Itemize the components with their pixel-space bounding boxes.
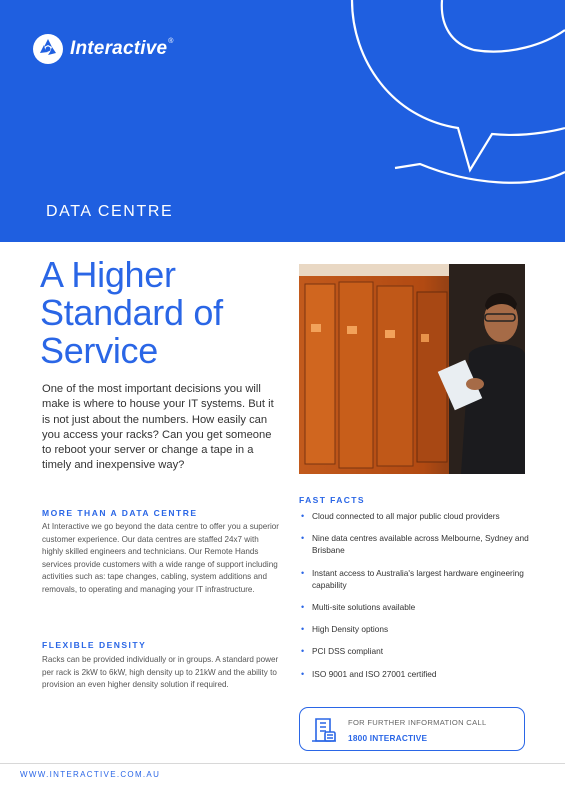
fact-text: Cloud connected to all major public cloud providers: [312, 511, 500, 521]
fact-text: Nine data centres available across Melbourne, Sydney and Brisbane: [312, 533, 529, 556]
list-item: [299, 567, 529, 591]
bullet-icon: •: [301, 668, 305, 679]
footer-website-link[interactable]: WWW.INTERACTIVE.COM.AU: [20, 770, 161, 779]
list-item: [299, 532, 529, 556]
section-body-more-than: At Interactive we go beyond the data centre to offer you a superior customer experience. Our data centres are staffed 24x7 with highly skilled engineers and technicians. Our Remote Hands services provide customers with a wide range of support including activities such as: tape changes, cabling, system additions and removals, to operating and managing your IT infrastructure.: [42, 522, 279, 594]
intro-paragraph: One of the most important decisions you will make is where to house your IT systems. But it is not just about the numbers. How easily can you access your racks? Can you get someone to reboot your server or change a tape in a timely and inexpensive way?: [42, 383, 274, 472]
logo-mark-icon: [32, 33, 64, 65]
footer-divider: [0, 763, 565, 764]
contact-box: [299, 707, 525, 751]
registered-mark: ®: [168, 37, 174, 45]
section-body-flexible-density: Racks can be provided individually or in groups. A standard power per rack is 2kW to 6kW, high density up to 21kW and the ability to provision an even higher density solution if required.: [42, 655, 279, 689]
contact-phone-link[interactable]: 1800 INTERACTIVE: [348, 733, 428, 743]
list-item: [299, 510, 529, 522]
brand-name: Interactive: [70, 38, 168, 59]
engineer-photo: [299, 264, 525, 474]
engineer-photo-illustration: [299, 264, 525, 474]
section-label: DATA CENTRE: [46, 203, 174, 220]
fact-text: High Density options: [312, 624, 389, 635]
logo: [32, 33, 173, 65]
bullet-icon: •: [301, 624, 305, 635]
building-icon: [310, 716, 338, 744]
fact-text: PCI DSS compliant: [312, 646, 384, 657]
contact-label: FOR FURTHER INFORMATION CALL: [348, 718, 487, 727]
hero-banner: [0, 0, 565, 242]
list-item: [299, 668, 529, 680]
fast-facts-list: [299, 510, 529, 690]
bullet-icon: •: [301, 602, 305, 613]
bullet-icon: •: [301, 533, 305, 544]
list-item: [299, 601, 529, 613]
bullet-icon: •: [301, 567, 305, 578]
fast-facts-title: FAST FACTS: [299, 495, 365, 505]
page-title: A Higher Standard of Service: [40, 254, 223, 371]
fact-text: Multi-site solutions available: [312, 602, 416, 613]
bullet-icon: •: [301, 646, 305, 657]
bullet-icon: •: [301, 511, 305, 521]
section-heading-flexible-density: FLEXIBLE DENSITY: [42, 640, 147, 650]
list-item: [299, 623, 529, 635]
fact-text: ISO 9001 and ISO 27001 certified: [312, 668, 437, 679]
section-heading-more-than: MORE THAN A DATA CENTRE: [42, 508, 198, 518]
fact-text: Instant access to Australia's largest hardware engineering capability: [312, 567, 524, 590]
list-item: [299, 645, 529, 657]
